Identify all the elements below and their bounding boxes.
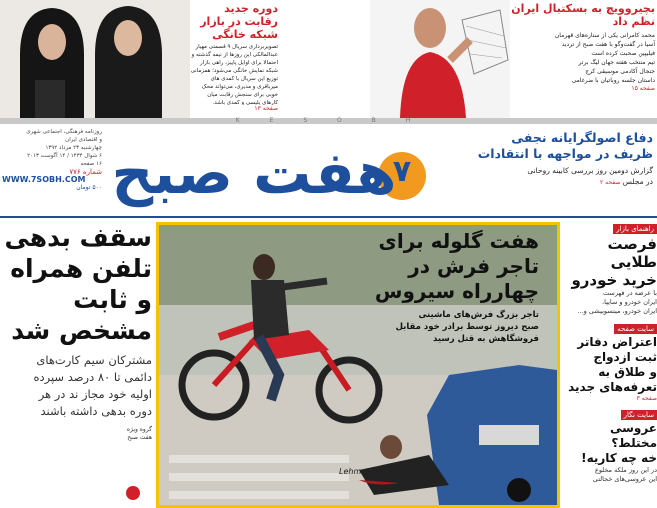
lead-headline-2: ظریف در مواجهه با انتقادات (477, 146, 653, 161)
side-page-2: صفحه ۳ (636, 395, 657, 402)
side-item-2-line-3: تعرفه‌های جدید (568, 380, 657, 394)
side-item-2-headline (565, 335, 657, 395)
side-item-2-line-1: ثبت ازدواج (593, 350, 657, 364)
main-story-headline (349, 229, 539, 304)
masthead-info-line-1: و اقتصادی ایران (65, 137, 102, 143)
women-illustration (0, 0, 190, 118)
main-sub-line-0: تاجر بزرگ فرش‌های ماشینی (418, 310, 539, 320)
lead-page: صفحه ۲ (599, 179, 621, 186)
teaser-right (510, 2, 655, 92)
side-column (565, 216, 657, 508)
side-tag-2: سایت صفحه (614, 324, 657, 334)
side-item-2-line-0: اعتراض دفاتر (577, 335, 657, 349)
left-headline-line-2: و ثابت (73, 285, 152, 314)
left-story-byline (0, 426, 152, 442)
side-item-3-line-0: عروسی مختلط؟ (609, 421, 657, 450)
left-body-line-3: دوره بدهی داشته باشند (40, 404, 152, 418)
lead-sub-1: گزارش دومین روز بررسی کابینه روحانی (527, 166, 653, 175)
price: ۵۰۰ تومان (76, 184, 102, 191)
left-headline-line-0: سقف بدهی (4, 223, 152, 252)
main-story-frame (156, 222, 560, 508)
basketball-player-illustration (370, 0, 510, 118)
left-headline-line-1: تلفن همراه (10, 254, 152, 283)
teaser-photo-women (0, 0, 190, 118)
side-tag-1: راهنمای بازار (613, 224, 657, 234)
main-sub-line-1: صبح دیروز توسط برادر خود مقابل (395, 322, 539, 332)
lead-sub-line-2 (446, 176, 653, 188)
teaser-photo-basketball (370, 0, 510, 118)
side-item-3-line-1: خه چه کاریه! (581, 451, 657, 465)
masthead-info-line-3: ۶ شوال ۱۴۳۴ / ۱۴ آگوست ۲۰۱۳ (27, 153, 102, 159)
byline-avatar (126, 486, 140, 500)
main-headline-line-0: هفت گلوله برای (378, 229, 539, 253)
main-story-sub (354, 309, 539, 345)
teaser-right-line-4: جنجال آکادمی موسیقی کرج (585, 68, 655, 75)
teaser-left-body: تصویربرداری سریال ۹ قسمتی مهیار عبدالمالکی این روزها از نیمه گذشته و احتمالا برای اوایل پاییز، راهی بازار شبکه نمایش خانگی می‌شود؛ همزمانی توزیع این سریال با کمدی های میرباقری و مدیری، می‌تواند محک خوبی برای سنجش رقابت میان کارهای پلیسی و کمدی باشد. (190, 44, 278, 105)
masthead-info-lines (2, 128, 102, 168)
left-story (0, 222, 152, 442)
byline-2: هفت صبح (127, 434, 152, 441)
teaser-right-line-5: داستان جلسه روباتیان با ضرغامی (571, 77, 655, 84)
left-body-line-0: مشترکان سیم کارت‌های (36, 353, 152, 367)
masthead-info-line-4: ۱۶ صفحه (80, 161, 102, 167)
logo-number: ۷ (392, 154, 412, 189)
teaser-left-page: صفحه ۱۳ (254, 105, 278, 112)
main-headline-line-2: چهارراه سیروس (374, 279, 539, 303)
left-story-headline (0, 222, 152, 346)
masthead-logo (104, 124, 442, 216)
masthead-rule (0, 216, 657, 218)
masthead-info-line-0: روزنامه فرهنگی، اجتماعی شهری (26, 129, 102, 135)
logo-wordmark: هفت صبح (111, 139, 397, 207)
byline-1: گروه ویژه (126, 426, 152, 433)
side-item-2-line-2: و طلاق به (598, 365, 657, 379)
main-sub-line-2: فروشگاهش به قتل رسید (432, 334, 539, 344)
side-item-1-body-line-0: با عرضه در فهرست (602, 289, 657, 297)
side-item-1-body (565, 289, 657, 316)
website: WWW.7SOBH.COM (2, 175, 86, 184)
left-headline-line-3: مشخص شد (11, 316, 152, 345)
masthead-info (2, 128, 102, 192)
teaser-right-line-2: فیلیپین صحبت کرده است (591, 50, 655, 57)
side-item-3-body-line-1: این عروسی‌های خجالتی (592, 475, 657, 483)
main-headline-line-1: تاجر فرش در (408, 254, 539, 278)
side-item-1-line-1: طلایی (610, 253, 657, 271)
lead-story (446, 130, 653, 188)
side-item-1-headline (565, 235, 657, 289)
teaser-right-page: صفحه ۱۵ (631, 85, 655, 92)
side-item-3-body (565, 466, 657, 484)
left-body-line-1: دائمی تا ۸۰ درصد سپرده (33, 370, 152, 384)
teaser-right-line-0: محمد کامرانی یکی از ستاره‌های قهرمان (554, 32, 655, 39)
strip-letters: K E S O B H (235, 117, 425, 124)
teaser-left (190, 2, 278, 112)
left-body-line-2: اولیه خود مجاز ند در هر (38, 387, 152, 401)
teaser-right-headline: بچیروویچ به بسکتبال ایران نظم داد (511, 2, 655, 28)
teaser-right-line-1: آسیا در گفت‌وگو با هفت صبح از تردید (561, 41, 655, 48)
lead-sub-2: در مجلس (622, 177, 653, 186)
issue-number: شماره ۷۷۶ (69, 168, 102, 176)
side-item-1-line-0: فرصت (607, 235, 657, 253)
side-tag-3: سایت نگار (621, 410, 657, 420)
teaser-right-line-3: تیم منتخب هفته جهان لیگ برتر (578, 59, 655, 66)
side-item-3-headline (565, 421, 657, 466)
left-story-body (0, 352, 152, 420)
masthead-info-line-2: چهارشنبه ۲۳ مرداد ۱۳۹۲ (45, 145, 102, 151)
teaser-right-list (510, 31, 655, 85)
lead-headline-1: دفاع اصولگرایانه نجفی (511, 130, 653, 145)
side-item-3-body-line-0: در این روز ملکه مخلوع (594, 466, 657, 474)
side-item-1-body-line-2: ایران خودرو، میتسوبیشی و... (577, 307, 657, 315)
side-item-1-body-line-1: ایران خودرو و سایپا، (602, 298, 657, 306)
teaser-left-headline: دوره جدید رقابت در بازار شبکه خانگی (200, 2, 278, 41)
side-item-1-line-2: خرید خودرو (571, 271, 657, 289)
artist-signature: Lehmoli (339, 467, 371, 476)
